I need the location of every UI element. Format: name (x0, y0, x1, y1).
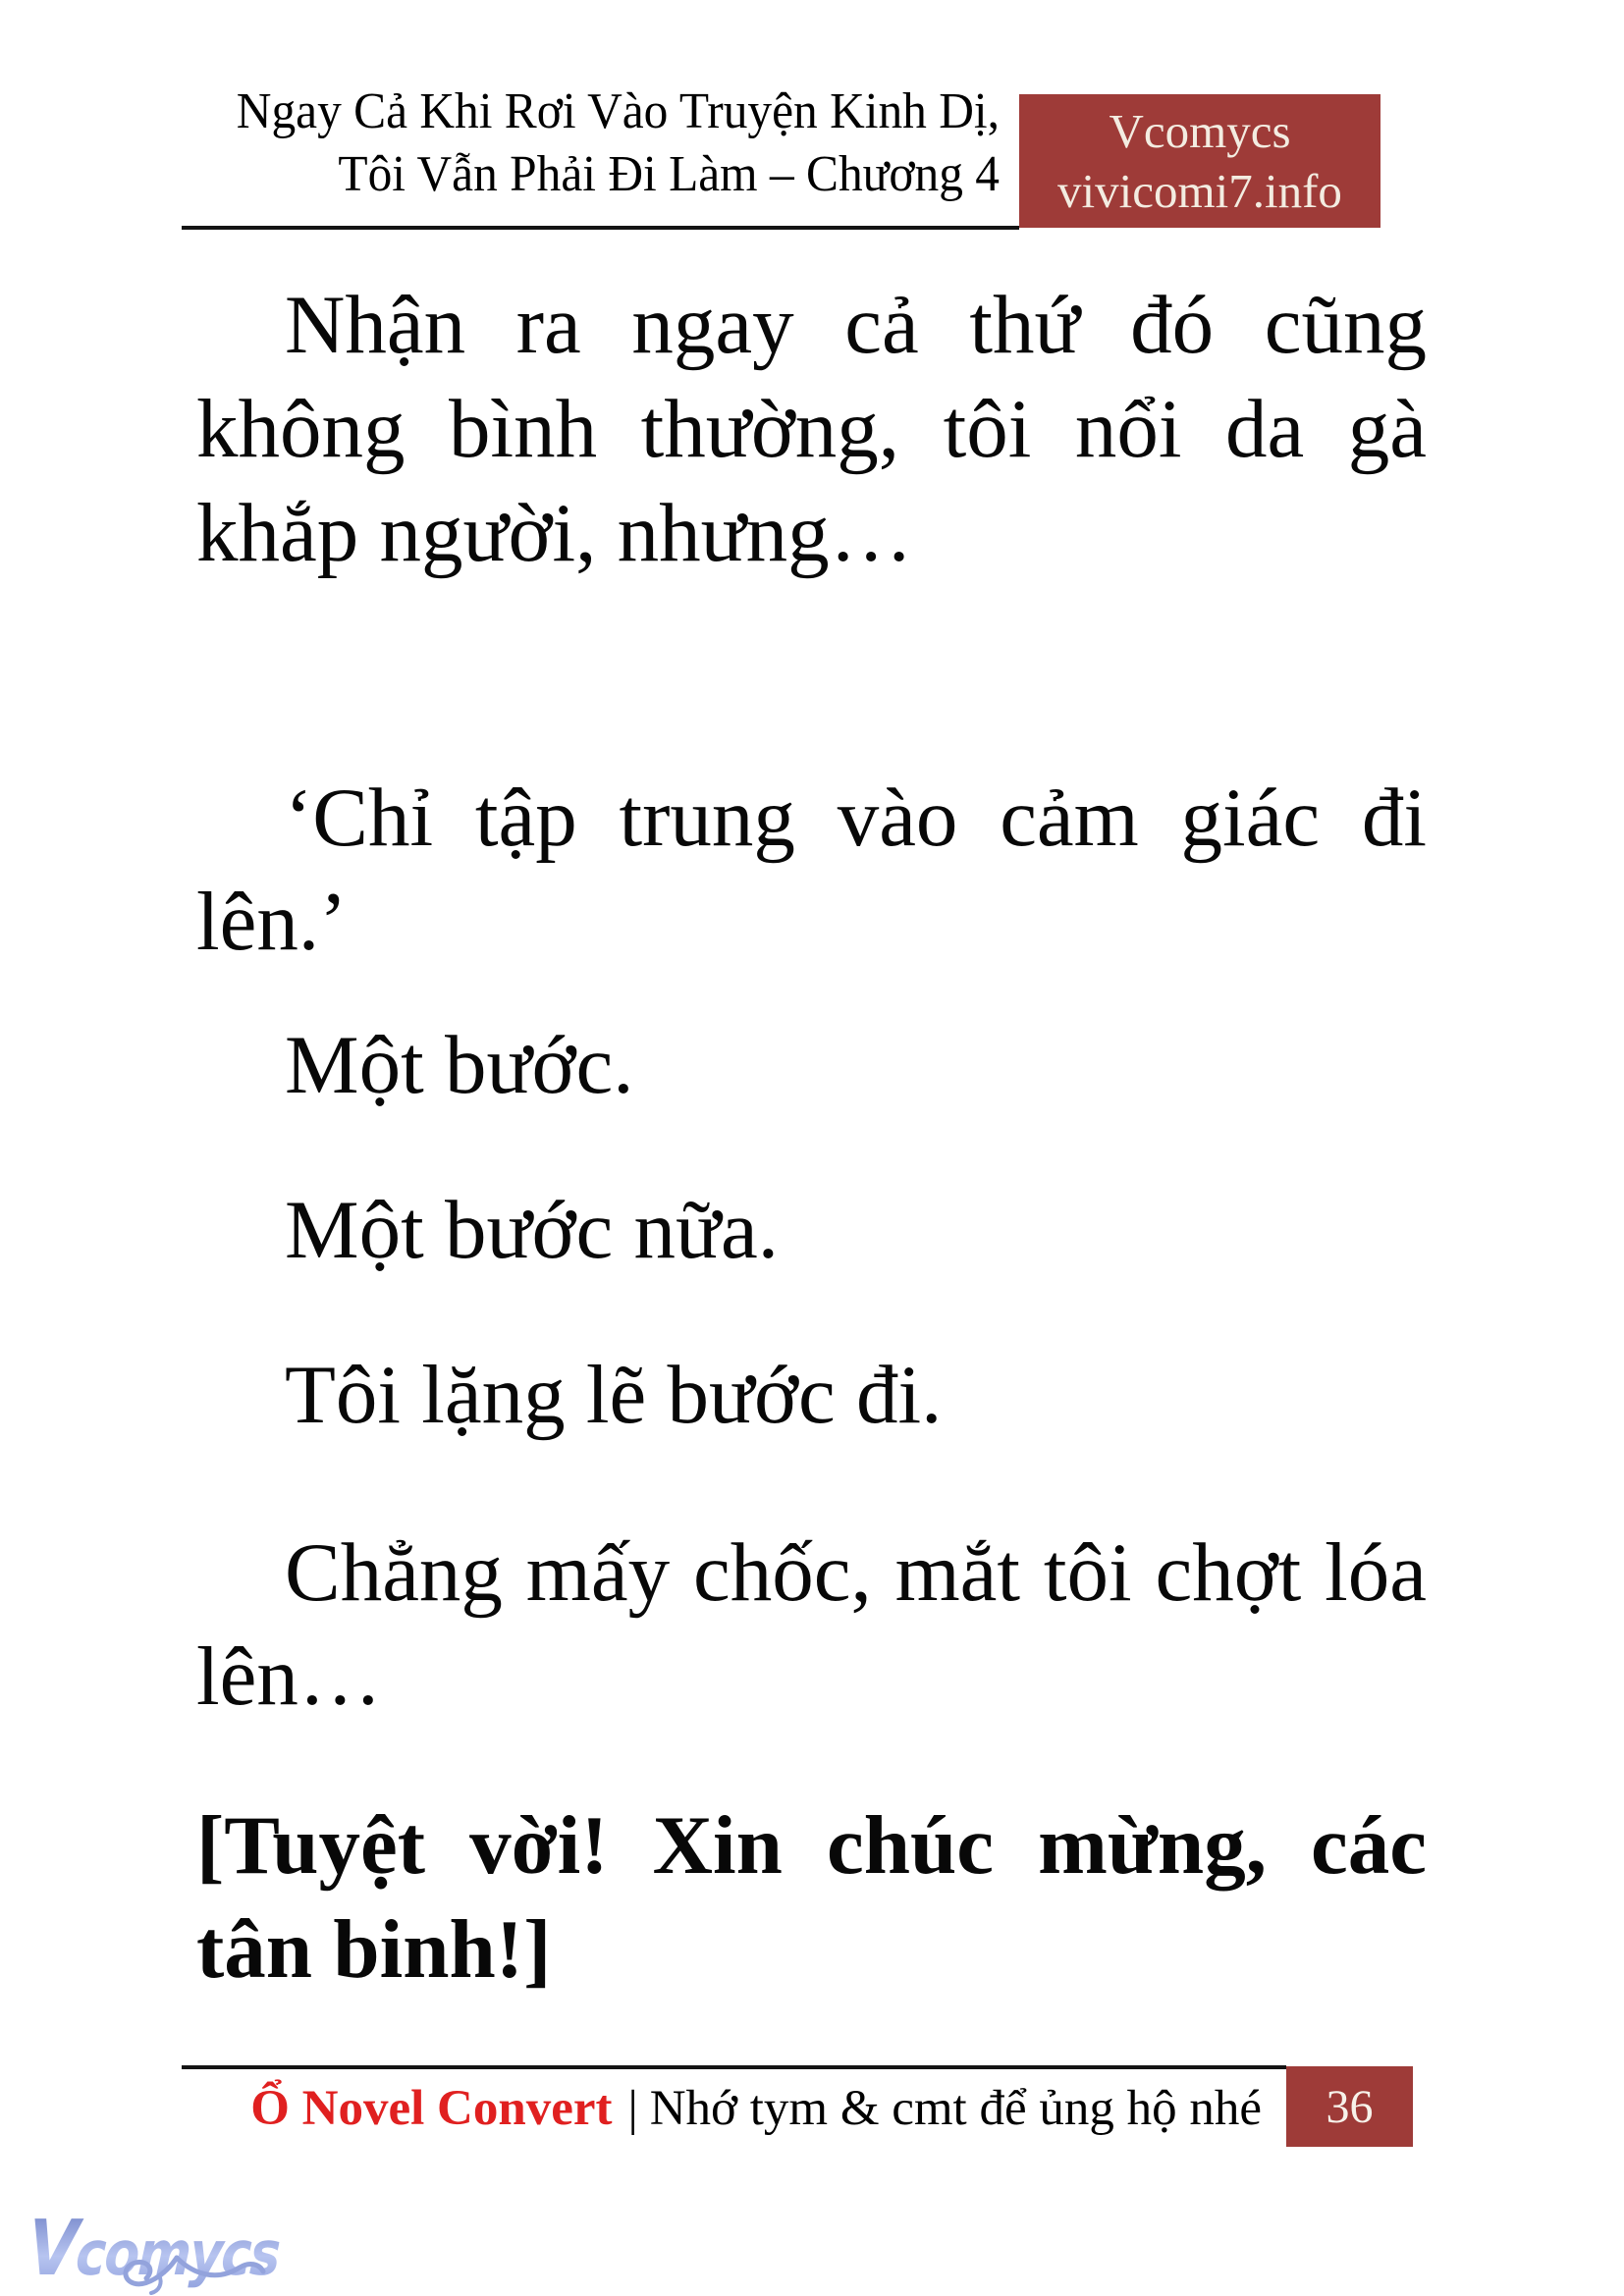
chapter-title-line-2: Tôi Vẫn Phải Đi Làm – Chương 4 (338, 146, 1000, 202)
footer-credit (182, 2078, 1262, 2139)
footer-divider-line (182, 2065, 1286, 2069)
chapter-title (223, 80, 1000, 206)
vcomycs-watermark-logo (26, 2205, 281, 2295)
paragraph-6-line-1: Chẳng mấy chốc, mắt tôi chợt lóa (285, 1526, 1427, 1619)
page-number: 36 (1326, 2080, 1374, 2133)
paragraph-7-line-2: tân binh!] (196, 1903, 552, 1996)
paragraph-2-line-2: lên.’ (196, 876, 348, 968)
paragraph-1-line-3: khắp người, nhưng… (196, 487, 913, 579)
paragraph-2 (196, 766, 1427, 974)
watermark-rose-flourish-icon (116, 2254, 283, 2296)
paragraph-7-line-1: [Tuyệt vời! Xin chúc mừng, các (196, 1799, 1427, 1892)
badge-site-url: vivicomi7.info (1057, 164, 1342, 218)
paragraph-3 (196, 1013, 1427, 1117)
paragraph-7 (196, 1793, 1427, 2002)
badge-brand-name: Vcomycs (1109, 104, 1291, 158)
paragraph-1 (196, 273, 1427, 585)
footer-note: Nhớ tym & cmt để ủng hộ nhé (649, 2081, 1262, 2136)
paragraph-6 (196, 1521, 1427, 1729)
footer-separator: | (627, 2081, 638, 2136)
header-badge (1019, 94, 1380, 228)
watermark-initial: V (26, 2205, 80, 2293)
body-text (196, 273, 1427, 2002)
paragraph-5-line-1: Tôi lặng lẽ bước đi. (285, 1349, 943, 1441)
paragraph-4-line-1: Một bước nữa. (285, 1184, 779, 1276)
paragraph-4 (196, 1178, 1427, 1282)
paragraph-6-line-2: lên… (196, 1630, 382, 1723)
chapter-title-line-1: Ngay Cả Khi Rơi Vào Truyện Kinh Dị, (236, 83, 1001, 139)
page-number-box (1286, 2066, 1413, 2147)
watermark-rest: comycs (74, 2217, 282, 2289)
paragraph-2-line-1: ‘Chỉ tập trung vào cảm giác đi (285, 772, 1427, 864)
header-divider-line (182, 226, 1019, 230)
paragraph-3-line-1: Một bước. (285, 1019, 634, 1111)
paragraph-1-line-1: Nhận ra ngay cả thứ đó cũng (285, 279, 1427, 371)
paragraph-5 (196, 1343, 1427, 1447)
paragraph-1-line-2: không bình thường, tôi nổi da gà (196, 383, 1427, 475)
footer-brand: Ổ Novel Convert (250, 2081, 613, 2136)
